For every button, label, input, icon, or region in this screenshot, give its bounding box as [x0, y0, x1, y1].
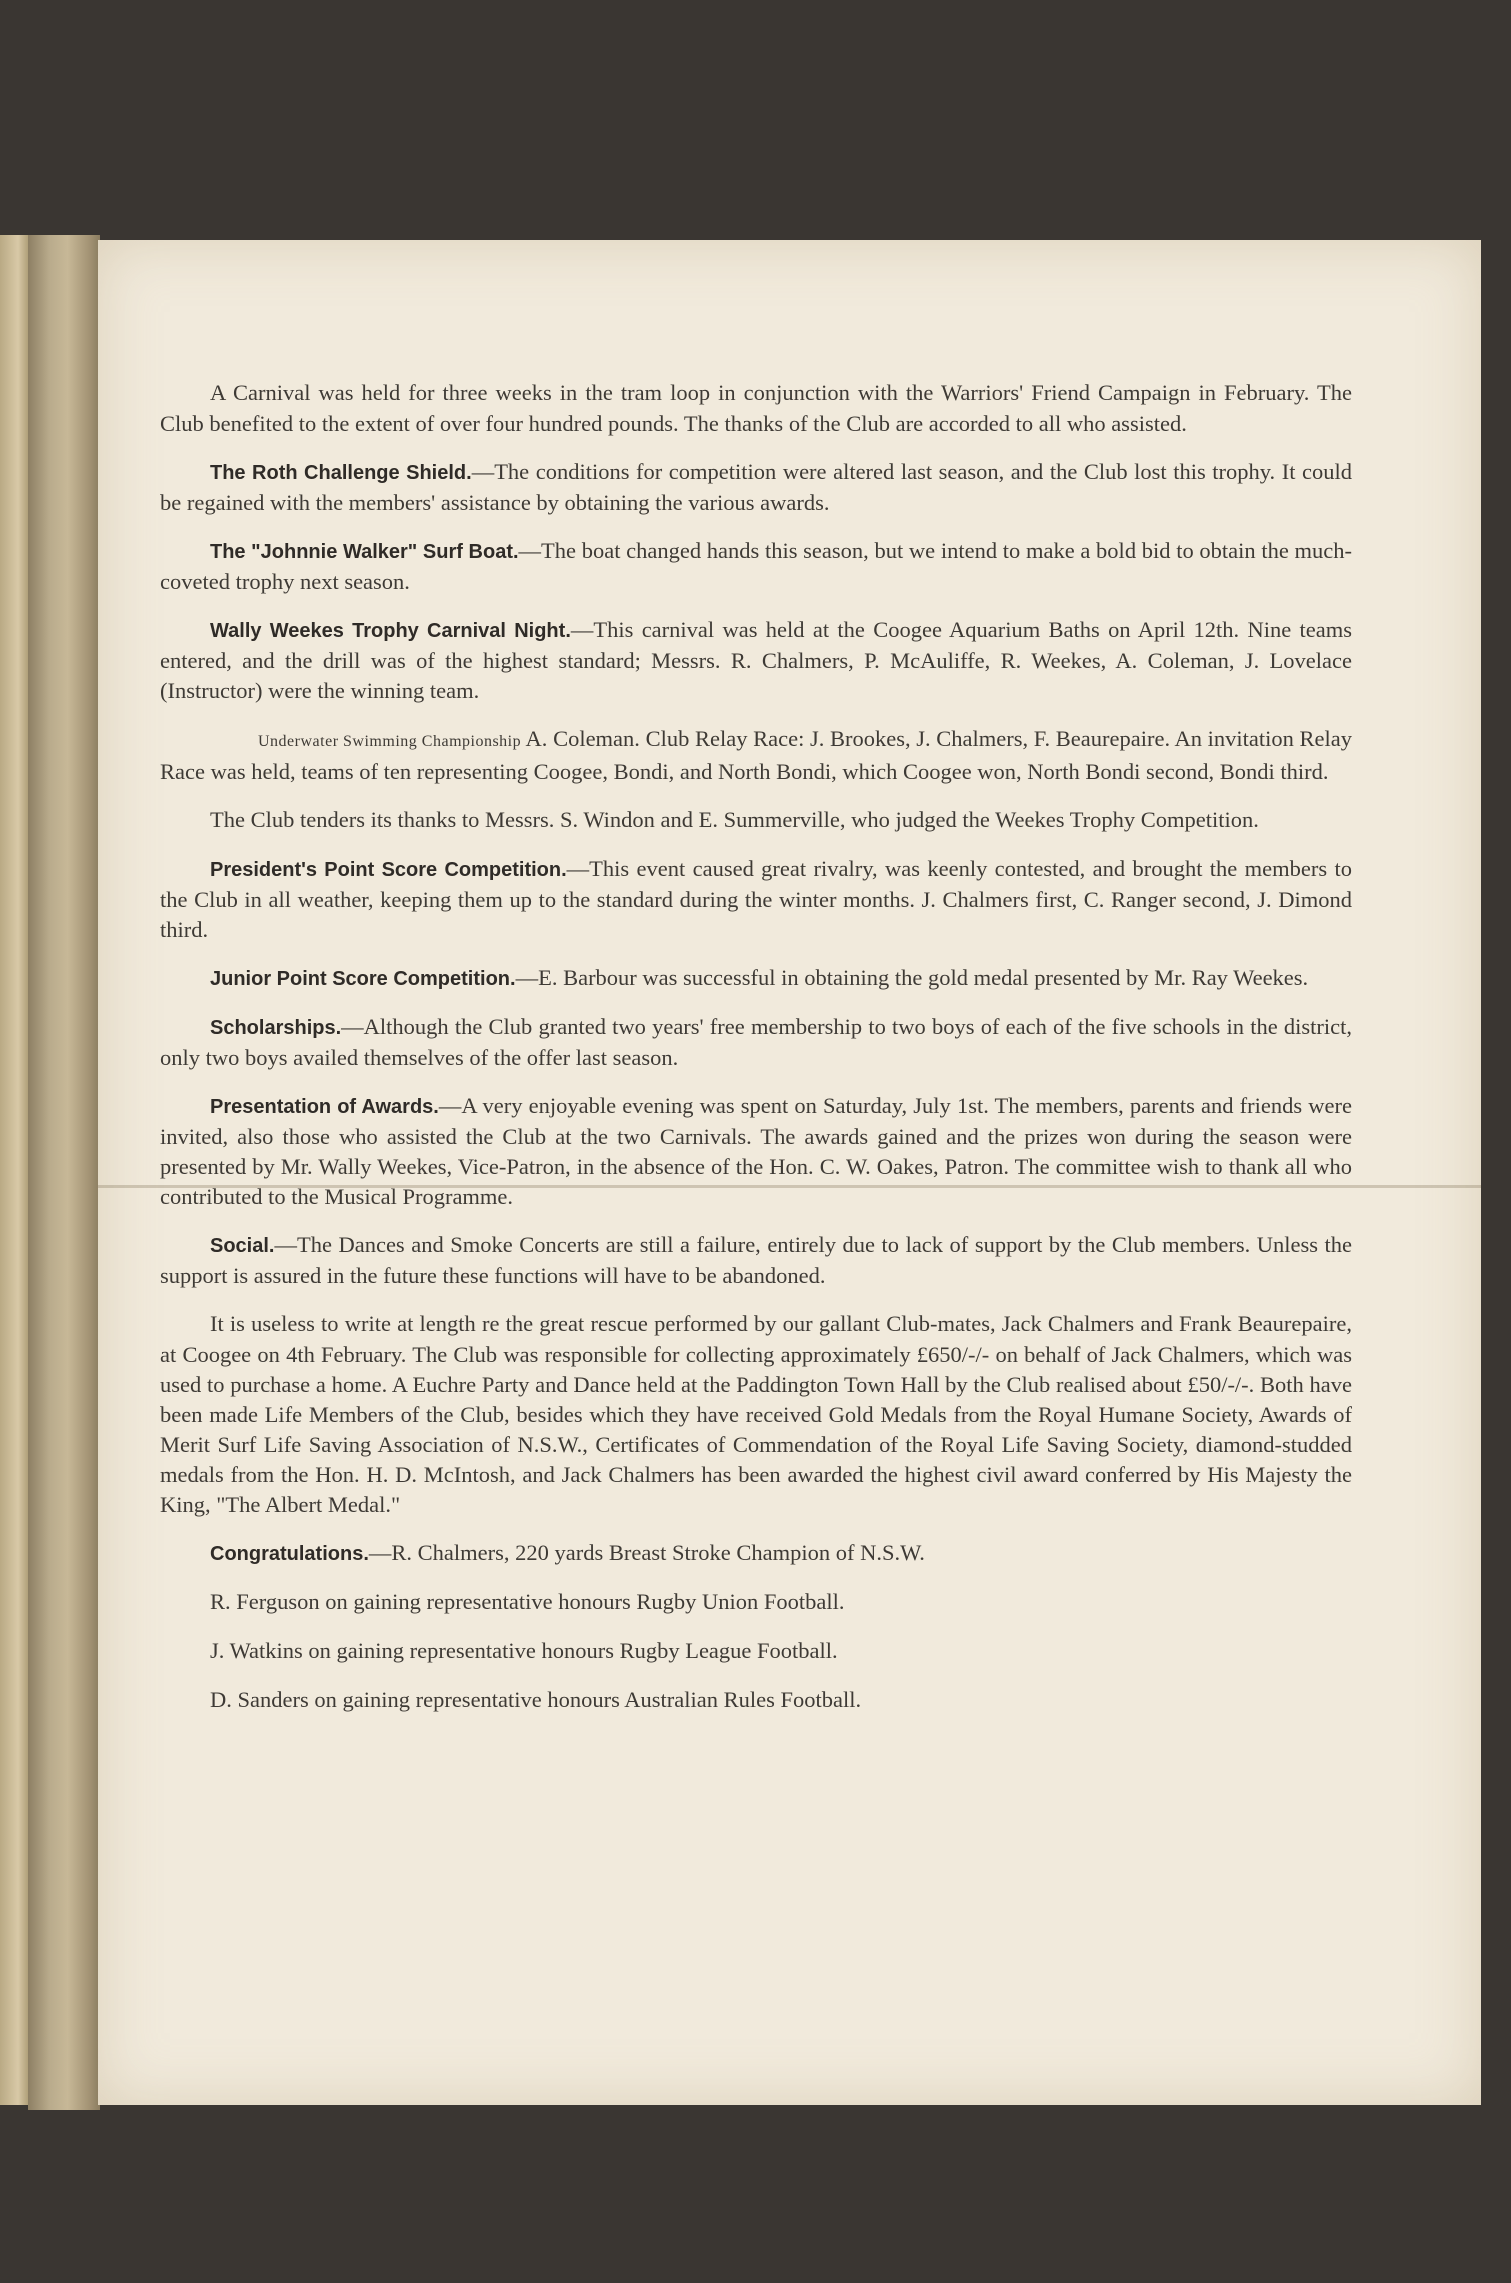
paragraph-text: —The conditions for competition were altered last season, and the Club lost this trophy. It could be regained with the members' assistance by obtaining the various awards. [160, 459, 1353, 515]
paragraph-text: A. Coleman. Club Relay Race: J. Brookes, J. Chalmers, F. Beaurepaire. An invitation Relay Race was held, teams of ten representing Coogee, Bondi, and North Bondi, which Coogee won, North Bondi second, Bondi third. [160, 726, 1352, 784]
paragraph-text: —R. Chalmers, 220 yards Breast Stroke Champion of N.S.W. [368, 1540, 925, 1565]
paragraph-text: —A very enjoyable evening was spent on Saturday, July 1st. The members, parents and friends were invited, also those who assisted the Club at the two Carnivals. The awards gained and the prizes won during the season were presented by Mr. Wally Weekes, Vice-Patron, in the absence of the Hon. C. W. Oakes, Patron. The committee wish to thank all who contributed to the Musical Programme. [160, 1093, 1352, 1209]
paragraph-watkins [160, 1636, 1352, 1667]
paragraph-heading: Congratulations. [210, 1543, 369, 1565]
paragraph-heading: Junior Point Score Competition. [210, 968, 516, 990]
paragraph-social [160, 1230, 1352, 1291]
binding-spine [28, 235, 100, 2110]
paragraph-carnival [160, 378, 1352, 439]
paragraph-surf-boat [160, 536, 1352, 597]
paragraph-text: A Carnival was held for three weeks in the tram loop in conjunction with the Warriors' Friend Campaign in February. The Club benefited to the extent of over four hundred pounds. The thanks of the Club are accorded to all who assisted. [160, 380, 1352, 436]
paragraph-text: The Club tenders its thanks to Messrs. S. Windon and E. Summerville, who judged the Weekes Trophy Competition. [210, 807, 1259, 832]
paragraph-text: —Although the Club granted two years' free membership to two boys of each of the five schools in the district, only two boys availed themselves of the offer last season. [160, 1014, 1352, 1070]
event-label: Underwater Swimming Championship [258, 733, 522, 750]
paragraph-heading: The "Johnnie Walker" Surf Boat. [210, 541, 519, 563]
document-page [98, 240, 1481, 2105]
paragraph-congratulations [160, 1538, 1352, 1569]
paragraph-presidents-score [160, 854, 1352, 945]
paragraph-text: D. Sanders on gaining representative honours Australian Rules Football. [210, 1687, 862, 1712]
paragraph-scholarships [160, 1012, 1352, 1073]
paragraph-text: —This carnival was held at the Coogee Aquarium Baths on April 12th. Nine teams entered, and the drill was of the highest standard; Messrs. R. Chalmers, P. McAuliffe, R. Weekes, A. Coleman, J. Lovelace (Instructor) were the winning team. [160, 617, 1352, 703]
paragraph-heading: Scholarships. [210, 1017, 342, 1039]
paragraph-text: J. Watkins on gaining representative honours Rugby League Football. [210, 1638, 838, 1663]
paragraph-text: R. Ferguson on gaining representative honours Rugby Union Football. [210, 1589, 845, 1614]
paragraph-roth-shield [160, 457, 1352, 518]
paragraph-junior-score [160, 963, 1352, 994]
paragraph-text: —E. Barbour was successful in obtaining the gold medal presented by Mr. Ray Weekes. [515, 965, 1309, 990]
paragraph-heading: The Roth Challenge Shield. [210, 462, 472, 484]
paragraph-rescue [160, 1309, 1352, 1520]
paragraph-weekes-trophy [160, 615, 1352, 706]
document-body [160, 378, 1352, 1734]
paragraph-text: —The boat changed hands this season, but we intend to make a bold bid to obtain the much-coveted trophy next season. [160, 538, 1352, 594]
paragraph-heading: President's Point Score Competition. [210, 859, 567, 881]
paragraph-text: —The Dances and Smoke Concerts are still a failure, entirely due to lack of support by the Club members. Unless the support is assured in the future these functions will have to be abandoned. [160, 1232, 1352, 1288]
paragraph-sanders [160, 1685, 1352, 1716]
paragraph-thanks-judges [160, 805, 1352, 836]
paragraph-text: —This event caused great rivalry, was keenly contested, and brought the members to the Club in all weather, keeping them up to the standard during the winter months. J. Chalmers first, C. Ranger second, J. Dimond third. [160, 856, 1352, 942]
adjacent-page-edge [0, 235, 30, 2105]
paragraph-championship-results [160, 724, 1352, 787]
paragraph-text: It is useless to write at length re the great rescue performed by our gallant Club-mates, Jack Chalmers and Frank Beaurepaire, at Coogee on 4th February. The Club was responsible for collecting approximately £650/-/- on behalf of Jack Chalmers, which was used to purchase a home. A Euchre Party and Dance held at the Paddington Town Hall by the Club realised about £50/-/-. Both have been made Life Members of the Club, besides which they have received Gold Medals from the Royal Humane Society, Awards of Merit Surf Life Saving Association of N.S.W., Certificates of Commendation of the Royal Life Saving Society, diamond-studded medals from the Hon. H. D. McIntosh, and Jack Chalmers has been awarded the highest civil award conferred by His Majesty the King, "The Albert Medal." [160, 1311, 1352, 1517]
paragraph-awards [160, 1091, 1352, 1212]
paragraph-heading: Wally Weekes Trophy Carnival Night. [210, 620, 571, 642]
paragraph-heading: Social. [210, 1235, 275, 1257]
paragraph-ferguson [160, 1587, 1352, 1618]
paragraph-heading: Presentation of Awards. [210, 1096, 439, 1118]
